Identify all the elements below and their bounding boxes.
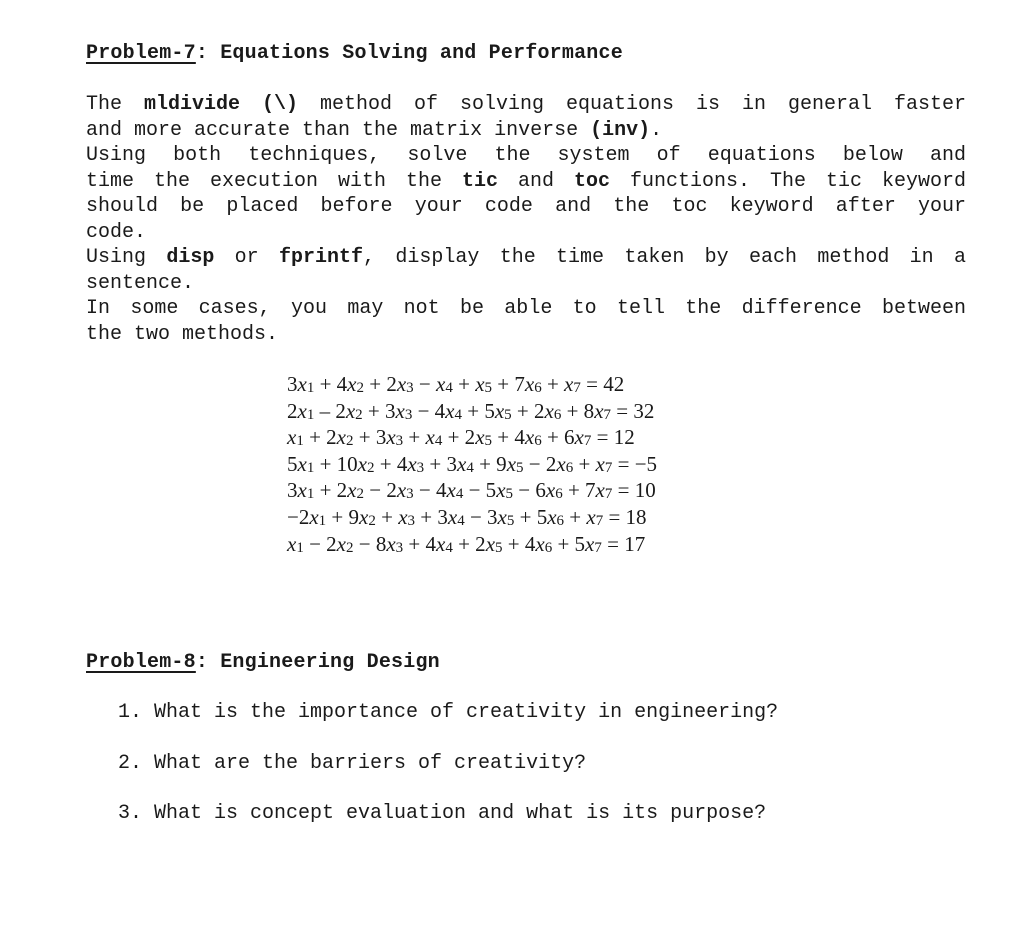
problem-7-label: Problem-7 xyxy=(86,42,196,65)
toc-keyword: toc xyxy=(573,169,610,193)
equation-4: $5x_1 + 10x_2 + 4x_3 + 3x_4 + 9x_5 - 2x_6 + x_7 = -5$ xyxy=(287,451,658,476)
equation-5: $3x_1 + 2x_2 - 2x_3 - 4x_4 - 5x_5 - 6x_6 + 7x_7 = 10$ xyxy=(287,478,656,503)
equation-7: $x_1 - 2x_2 - 8x_3 + 4x_4 + 2x_5 + 4x_6 + 5x_7 = 17$ xyxy=(287,531,646,556)
equation-1: $3x_1 + 4x_2 + 2x_3 - x_4 + x_5 + 7x_6 + x_7 = 42$ xyxy=(287,372,625,396)
question-1: 1. What is the importance of creativity in engineering? xyxy=(118,701,779,724)
text-span: The xyxy=(86,93,144,116)
paragraph-line: Using both techniques, solve the system of equations below and xyxy=(86,144,966,167)
paragraph-line: the two methods. xyxy=(86,322,279,346)
question-3: 3. What is concept evaluation and what is its purpose? xyxy=(118,802,767,825)
problem-8-question-list xyxy=(118,700,978,852)
inv-keyword: (inv) xyxy=(590,118,651,142)
paragraph-line: sentence. xyxy=(86,271,195,295)
tic-keyword: tic xyxy=(461,169,498,193)
problem-8-label: Problem-8 xyxy=(86,651,196,674)
paragraph-line xyxy=(86,169,966,195)
problem-7-title: : Equations Solving and Performance xyxy=(195,42,623,65)
paragraph-line: should be placed before your code and the toc keyword after your xyxy=(86,195,966,218)
problem-7-heading xyxy=(86,41,623,67)
disp-keyword: disp xyxy=(166,246,215,269)
problem-8-heading xyxy=(86,650,440,676)
text-span: . xyxy=(650,118,663,142)
paragraph-line: In some cases, you may not be able to tell the difference between xyxy=(86,297,966,320)
equation-system xyxy=(287,371,657,557)
problem-8-title: : Engineering Design xyxy=(195,651,440,674)
problem-7-paragraph xyxy=(86,92,966,347)
equation-3: $x_1 + 2x_2 + 3x_3 + x_4 + 2x_5 + 4x_6 + 6x_7 = 12$ xyxy=(287,425,635,450)
text-span: and more accurate than the matrix inverse xyxy=(86,118,591,142)
paragraph-line xyxy=(86,92,966,118)
mldivide-keyword: mldivide (\) xyxy=(144,93,299,116)
equation-2: $2x_1 - 2x_2 + 3x_3 - 4x_4 + 5x_5 + 2x_6 + 8x_7 = 32$ xyxy=(287,398,655,423)
text-span: or xyxy=(214,246,280,269)
text-span: and xyxy=(498,169,574,193)
fprintf-keyword: fprintf xyxy=(279,246,364,269)
paragraph-line xyxy=(86,118,966,144)
equation-6: $-2x_1 + 9x_2 + x_3 + 3x_4 - 3x_5 + 5x_6 + x_7 = 18$ xyxy=(287,504,647,529)
paragraph-line xyxy=(86,245,966,271)
text-span: Using xyxy=(86,246,167,269)
text-span: functions. The tic keyword xyxy=(610,169,966,193)
text-span: , display the time taken by each method in a xyxy=(363,246,966,269)
text-span: time the execution with the xyxy=(86,169,462,193)
question-2: 2. What are the barriers of creativity? xyxy=(118,751,587,775)
paragraph-line: code. xyxy=(86,220,147,244)
text-span: method of solving equations is in general faster xyxy=(298,93,966,116)
